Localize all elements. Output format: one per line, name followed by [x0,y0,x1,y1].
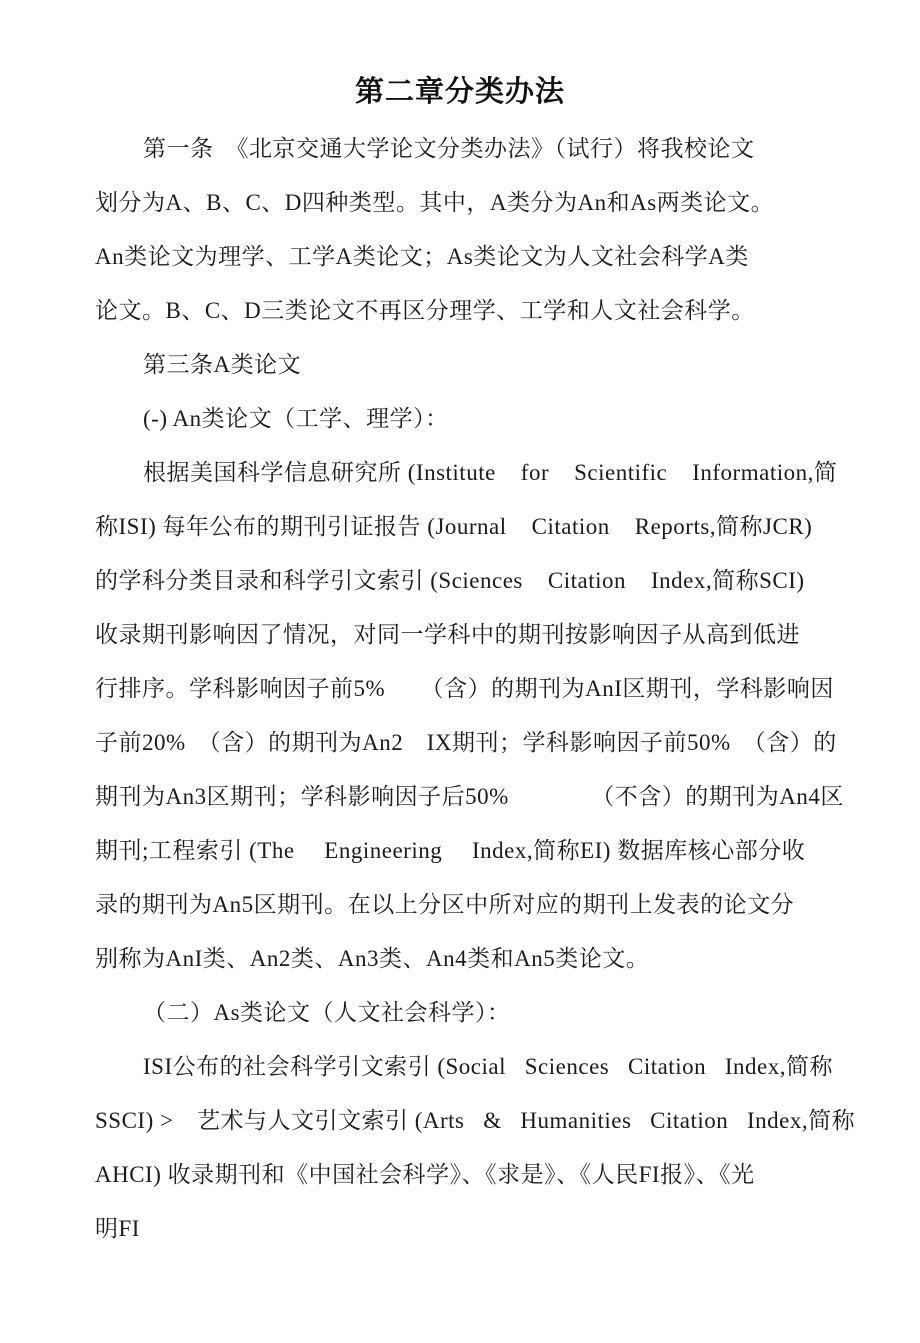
text-line: 期刊;工程索引 (The Engineering Index,简称EI) 数据库核心部分收 [95,838,806,863]
text-line: 子前20% （含）的期刊为An2 IX期刊；学科影响因子前50% （含）的 [95,730,837,755]
text-line: 的学科分类目录和科学引文索引 (Sciences Citation Index,简称SCI) [95,568,805,593]
text-line: AHCI) 收录期刊和《中国社会科学》、《求是》、《人民FI报》、《光 [95,1162,755,1187]
text-line: SSCI) > 艺术与人文引文索引 (Arts & Humanities Citation Index,简称 [95,1108,856,1133]
text-line: 收录期刊影响因了情况，对同一学科中的期刊按影响因子从高到低进 [95,622,800,647]
text-line: (-) An类论文（工学、理学）： [143,406,449,431]
text-line: An类论文为理学、工学A类论文；As类论文为人文社会科学A类 [95,244,749,269]
text-line: （二）As类论文（人文社会科学）： [143,1000,511,1025]
text-line: 期刊为An3区期刊；学科影响因子后50% （不含）的期刊为An4区 [95,784,844,809]
text-line: 行排序。学科影响因子前5% （含）的期刊为AnI区期刊，学科影响因 [95,676,834,701]
document-body [95,122,856,1256]
text-line: 划分为A、B、C、D四种类型。其中，A类分为An和As两类论文。 [95,190,775,215]
text-line: 录的期刊为An5区期刊。在以上分区中所对应的期刊上发表的论文分 [95,892,795,917]
text-line: 第一条 《北京交通大学论文分类办法》（试行）将我校论文 [143,136,755,161]
page-title: 第二章分类办法 [354,76,565,108]
text-line: 明FI [95,1216,140,1241]
text-line: ISI公布的社会科学引文索引 (Social Sciences Citation Index,简称 [143,1054,833,1079]
text-line: 第三条A类论文 [143,352,302,377]
text-line: 论文。B、C、D三类论文不再区分理学、工学和人文社会科学。 [95,298,755,323]
text-line: 根据美国科学信息研究所 (Institute for Scientific Information,简 [143,460,838,485]
text-line: 称ISI) 每年公布的期刊引证报告 (Journal Citation Reports,简称JCR) [95,514,813,539]
text-line: 别称为AnI类、An2类、An3类、An4类和An5类论文。 [95,946,650,971]
